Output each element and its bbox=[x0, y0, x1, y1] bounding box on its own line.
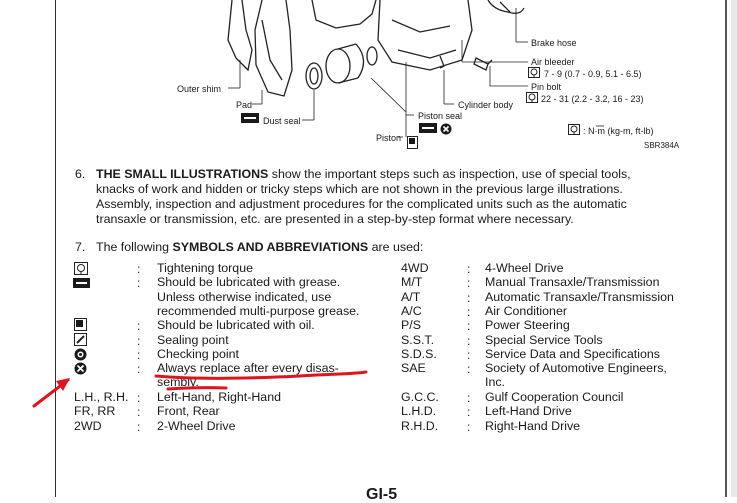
abbr-4wd: 4WD bbox=[401, 261, 429, 275]
unit-legend: : N·m (kg-m, ft-lb) bbox=[583, 126, 654, 136]
pin-bolt-label: Pin bolt bbox=[531, 82, 562, 92]
colon: : bbox=[467, 305, 471, 319]
item-6-heading: THE SMALL ILLUSTRATIONS bbox=[96, 167, 269, 181]
abbr-ps: P/S bbox=[401, 318, 421, 332]
meaning-at: Automatic Transaxle/Transmission bbox=[485, 290, 674, 304]
dust-seal-label: Dust seal bbox=[263, 116, 301, 126]
abbr-at: A/T bbox=[401, 290, 421, 304]
air-bleeder-label: Air bleeder bbox=[531, 57, 575, 67]
symbol-desc-grease-1: Should be lubricated with grease. bbox=[157, 275, 341, 289]
meaning-sst: Special Service Tools bbox=[485, 333, 603, 347]
piston-seal-label: Piston seal bbox=[418, 111, 463, 121]
colon: : bbox=[137, 276, 141, 290]
colon: : bbox=[467, 291, 471, 305]
meaning-lhd: Left-Hand Drive bbox=[485, 404, 572, 418]
colon: : bbox=[137, 334, 141, 348]
item-6-line-2: knacks of work and hidden or tricky steps which are not shown in the previous large illustrations. bbox=[96, 182, 623, 196]
abbr-rhd: R.H.D. bbox=[401, 419, 439, 433]
symbol-desc-oil: Should be lubricated with oil. bbox=[157, 318, 315, 332]
symbol-desc-tightening-torque: Tightening torque bbox=[157, 261, 253, 275]
piston-label: Piston bbox=[376, 133, 402, 143]
meaning-sae-1: Society of Automotive Engineers, bbox=[485, 361, 667, 375]
symbol-desc-replace-1: Always replace after every disas- bbox=[157, 361, 339, 375]
colon: : bbox=[467, 348, 471, 362]
abbr-sst: S.S.T. bbox=[401, 333, 435, 347]
figure-code: SBR384A bbox=[644, 141, 680, 150]
colon: : bbox=[467, 262, 471, 276]
colon: : bbox=[137, 348, 141, 362]
item-6-line-3: Assembly, inspection and adjustment procedures for the complicated units such as the automatic bbox=[96, 197, 627, 211]
symbol-desc-grease-3: recommended multi-purpose grease. bbox=[157, 304, 360, 318]
abbr-ac: A/C bbox=[401, 304, 422, 318]
colon: : bbox=[137, 262, 141, 276]
meaning-sae-2: Inc. bbox=[485, 375, 505, 389]
colon: : bbox=[467, 420, 471, 434]
symbol-desc-checking: Checking point bbox=[157, 347, 239, 361]
symbol-key-lh-rh: L.H., R.H. bbox=[74, 390, 129, 404]
brake-hose-label: Brake hose bbox=[531, 38, 577, 48]
meaning-ps: Power Steering bbox=[485, 318, 570, 332]
air-bleeder-torque: 7 - 9 (0.7 - 0.9, 5.1 - 6.5) bbox=[544, 69, 642, 79]
abbr-gcc: G.C.C. bbox=[401, 390, 439, 404]
red-underline bbox=[156, 372, 366, 389]
colon: : bbox=[137, 391, 141, 405]
outer-shim-label: Outer shim bbox=[177, 84, 222, 94]
meaning-mt: Manual Transaxle/Transmission bbox=[485, 275, 660, 289]
colon: : bbox=[467, 405, 471, 419]
symbol-desc-fr-rr: Front, Rear bbox=[157, 404, 220, 418]
item-7-pre: The following bbox=[96, 240, 170, 254]
cylinder-body-label: Cylinder body bbox=[458, 100, 514, 110]
colon: : bbox=[137, 319, 141, 333]
pad-label: Pad bbox=[236, 100, 253, 110]
abbr-sae: SAE bbox=[401, 361, 426, 375]
meaning-gcc: Gulf Cooperation Council bbox=[485, 390, 624, 404]
abbr-mt: M/T bbox=[401, 275, 423, 289]
symbol-key-2wd: 2WD bbox=[74, 419, 102, 433]
symbol-desc-2wd: 2-Wheel Drive bbox=[157, 419, 236, 433]
colon: : bbox=[137, 405, 141, 419]
page-footer: GI-5 bbox=[366, 486, 398, 503]
item-6-number: 6. bbox=[75, 167, 86, 181]
colon: : bbox=[137, 420, 141, 434]
symbol-desc-replace-2: sembly. bbox=[157, 375, 199, 389]
colon: : bbox=[467, 276, 471, 290]
symbol-desc-grease-2: Unless otherwise indicated, use bbox=[157, 290, 332, 304]
colon: : bbox=[467, 319, 471, 333]
item-7-post: are used: bbox=[371, 240, 424, 254]
meaning-ac: Air Conditioner bbox=[485, 304, 567, 318]
abbr-sds: S.D.S. bbox=[401, 347, 437, 361]
meaning-sds: Service Data and Specifications bbox=[485, 347, 660, 361]
meaning-4wd: 4-Wheel Drive bbox=[485, 261, 564, 275]
symbol-key-fr-rr: FR, RR bbox=[74, 404, 116, 418]
colon: : bbox=[137, 362, 141, 376]
abbr-lhd: L.H.D. bbox=[401, 404, 437, 418]
colon: : bbox=[467, 334, 471, 348]
item-6-line-1: show the important steps such as inspection, use of special tools, bbox=[271, 167, 631, 181]
symbol-desc-sealing: Sealing point bbox=[157, 333, 229, 347]
pin-bolt-torque: 22 - 31 (2.2 - 3.2, 16 - 23) bbox=[541, 94, 644, 104]
item-7-heading: SYMBOLS AND ABBREVIATIONS bbox=[172, 240, 369, 254]
colon: : bbox=[467, 362, 471, 376]
colon: : bbox=[467, 391, 471, 405]
item-7-number: 7. bbox=[75, 240, 86, 254]
meaning-rhd: Right-Hand Drive bbox=[485, 419, 581, 433]
item-6-line-4: transaxle or transmission, etc. are presented in a step-by-step format where necessary. bbox=[96, 212, 574, 226]
symbol-desc-lh-rh: Left-Hand, Right-Hand bbox=[157, 390, 281, 404]
